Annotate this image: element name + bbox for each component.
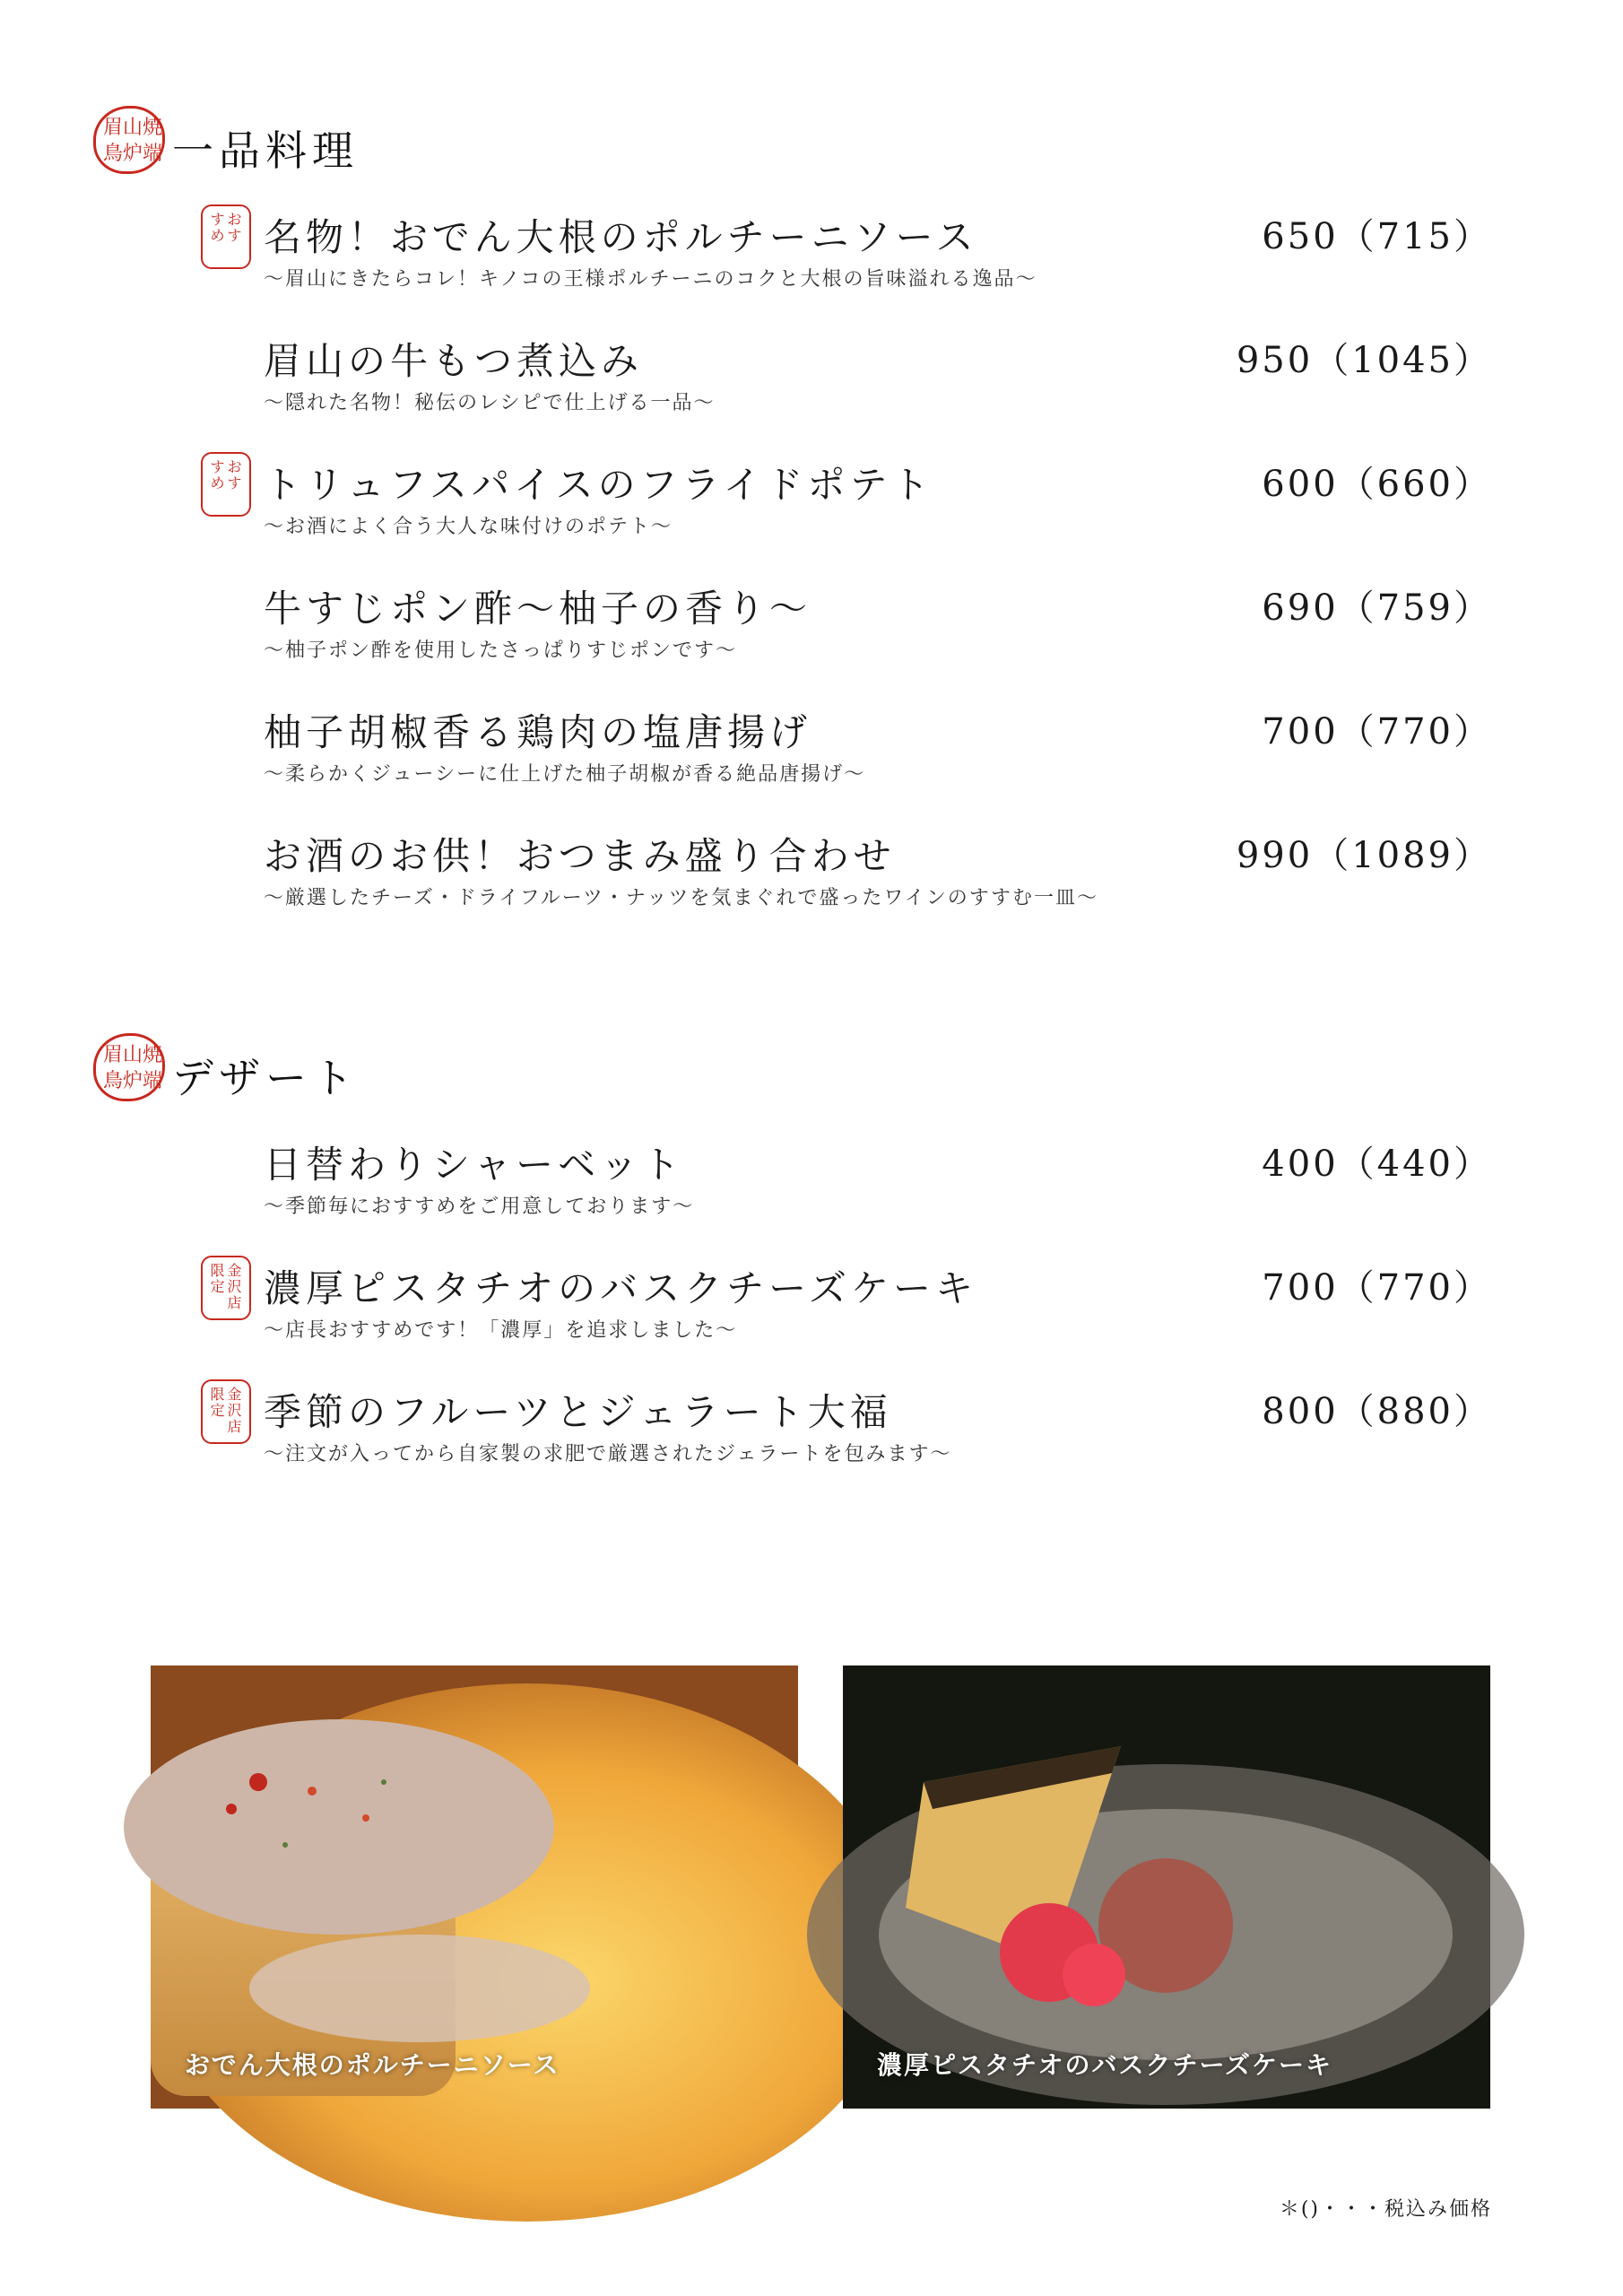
menu-item	[264, 579, 1492, 687]
section-title: 一品料理	[172, 126, 359, 175]
section-title: デザート	[172, 1054, 359, 1102]
item-name: 眉山の牛もつ煮込み	[264, 339, 644, 383]
menu-item	[264, 332, 1492, 439]
tax-footnote: ＊()・・・税込み価格	[1279, 2198, 1492, 2221]
photo-caption: おでん大根のポルチーニソース	[185, 2050, 560, 2080]
badge-column: す め	[210, 458, 225, 491]
menu-item	[264, 1135, 1492, 1243]
badge-column: お す	[227, 211, 242, 244]
menu-item	[210, 1259, 1492, 1367]
item-price: 990（1089）	[1236, 835, 1492, 876]
recommend-badge-icon	[201, 1379, 251, 1444]
badge-column: 限 定	[210, 1262, 225, 1295]
cheesecake-photo-illustration	[843, 1665, 1490, 2109]
badge-column: す め	[210, 211, 225, 244]
item-price: 800（880）	[1262, 1391, 1492, 1432]
item-description: ～注文が入ってから自家製の求肥で厳選されたジェラートを包みます～	[264, 1443, 952, 1465]
item-price: 690（759）	[1262, 587, 1492, 629]
restaurant-seal-icon	[93, 1033, 165, 1101]
badge-column: お す	[227, 458, 242, 491]
seal-glyphs: 眉 山 焼 鳥 炉 端	[103, 117, 163, 165]
item-price: 600（660）	[1262, 464, 1492, 505]
menu-item	[210, 1383, 1492, 1491]
photo-caption: 濃厚ピスタチオのバスクチーズケーキ	[877, 2050, 1333, 2080]
item-name: 牛すじポン酢～柚子の香り～	[264, 587, 812, 631]
recommend-badge-icon	[201, 204, 251, 269]
item-description: ～眉山にきたらコレ！キノコの王様ポルチーニのコクと大根の旨味溢れる逸品～	[264, 268, 1037, 291]
item-description: ～季節毎におすすめをご用意しております～	[264, 1196, 695, 1218]
item-name: 濃厚ピスタチオのバスクチーズケーキ	[264, 1266, 978, 1310]
item-name: 名物！おでん大根のポルチーニソース	[264, 215, 978, 259]
recommend-badge-icon	[201, 452, 251, 517]
badge-column: 金 沢 店	[227, 1262, 242, 1311]
restaurant-seal-icon	[93, 106, 165, 174]
badge-column: 金 沢 店	[227, 1386, 242, 1435]
item-description: ～隠れた名物！秘伝のレシピで仕上げる一品～	[264, 392, 716, 414]
item-price: 950（1045）	[1236, 340, 1492, 381]
item-price: 700（770）	[1262, 1267, 1492, 1309]
item-name: 日替わりシャーベット	[264, 1143, 685, 1187]
menu-item	[264, 703, 1492, 811]
item-name: 季節のフルーツとジェラート大福	[264, 1390, 892, 1434]
item-name: お酒のお供！おつまみ盛り合わせ	[264, 834, 896, 878]
item-name: トリュフスパイスのフライドポテト	[264, 463, 934, 507]
item-name: 柚子胡椒香る鶏肉の塩唐揚げ	[264, 710, 812, 754]
menu-item	[210, 208, 1492, 316]
recommend-badge-icon	[201, 1256, 251, 1320]
menu-item	[210, 456, 1492, 563]
menu-item	[264, 827, 1492, 935]
item-description: ～柔らかくジューシーに仕上げた柚子胡椒が香る絶品唐揚げ～	[264, 763, 866, 786]
photo-cheesecake	[843, 1665, 1490, 2109]
daikon-photo-illustration	[151, 1665, 798, 2109]
item-price: 400（440）	[1262, 1144, 1492, 1185]
item-price: 700（770）	[1262, 711, 1492, 752]
item-price: 650（715）	[1262, 216, 1492, 257]
photo-daikon	[151, 1665, 798, 2109]
badge-column: 限 定	[210, 1386, 225, 1419]
item-description: ～お酒によく合う大人な味付けのポテト～	[264, 516, 673, 538]
item-description: ～柚子ポン酢を使用したさっぱりすじポンです～	[264, 639, 738, 662]
item-description: ～店長おすすめです！「濃厚」を追求しました～	[264, 1319, 738, 1342]
item-description: ～厳選したチーズ・ドライフルーツ・ナッツを気まぐれで盛ったワインのすすむ一皿～	[264, 887, 1098, 909]
seal-glyphs: 眉 山 焼 鳥 炉 端	[103, 1044, 163, 1092]
